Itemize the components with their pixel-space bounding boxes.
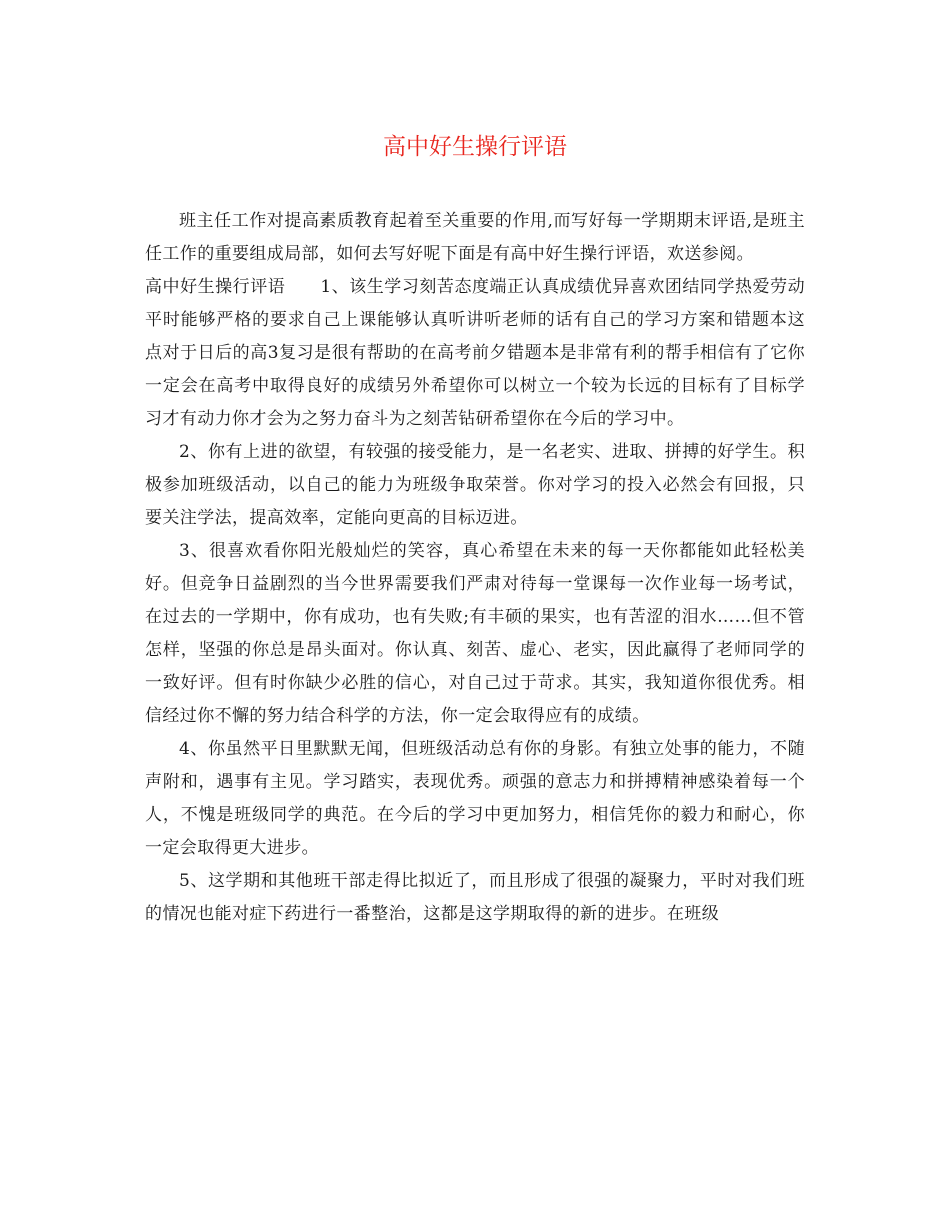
comment-paragraph-5: 5、这学期和其他班干部走得比拟近了，而且形成了很强的凝聚力，平时对我们班的情况也能对症下药进行一番整治，这都是这学期取得的新的进步。在班级 xyxy=(145,871,805,924)
intro-paragraph: 班主任工作对提高素质教育起着至关重要的作用,而写好每一学期期末评语,是班主任工作的重要组成局部，如何去写好呢下面是有高中好生操行评语，欢送参阅。 xyxy=(145,211,805,264)
document-body xyxy=(145,205,805,931)
comment-paragraph-1: 高中好生操行评语 1、该生学习刻苦态度端正认真成绩优异喜欢团结同学热爱劳动平时能够严格的要求自己上课能够认真听讲听老师的话有自己的学习方案和错题本这点对于日后的高3复习是很有帮助的在高考前夕错题本是非常有利的帮手相信有了它你一定会在高考中取得良好的成绩另外希望你可以树立一个较为长远的目标有了目标学习才有动力你才会为之努力奋斗为之刻苦钻研希望你在今后的学习中。 xyxy=(145,277,805,429)
comment-paragraph-3: 3、很喜欢看你阳光般灿烂的笑容，真心希望在未来的每一天你都能如此轻松美好。但竞争日益剧烈的当今世界需要我们严肃对待每一堂课每一次作业每一场考试，在过去的一学期中，你有成功，也有失败;有丰硕的果实，也有苦涩的泪水……但不管怎样，坚强的你总是昂头面对。你认真、刻苦、虚心、老实，因此赢得了老师同学的一致好评。但有时你缺少必胜的信心，对自己过于苛求。其实，我知道你很优秀。相信经过你不懈的努力结合科学的方法，你一定会取得应有的成绩。 xyxy=(145,541,805,726)
comment-paragraph-4: 4、你虽然平日里默默无闻，但班级活动总有你的身影。有独立处事的能力，不随声附和，遇事有主见。学习踏实，表现优秀。顽强的意志力和拼搏精神感染着每一个人，不愧是班级同学的典范。在今后的学习中更加努力，相信凭你的毅力和耐心，你一定会取得更大进步。 xyxy=(145,739,805,858)
document-title: 高中好生操行评语 xyxy=(383,134,567,160)
comment-paragraph-2: 2、你有上进的欲望，有较强的接受能力，是一名老实、进取、拼搏的好学生。积极参加班级活动，以自己的能力为班级争取荣誉。你对学习的投入必然会有回报，只要关注学法，提高效率，定能向更高的目标迈进。 xyxy=(145,442,805,528)
